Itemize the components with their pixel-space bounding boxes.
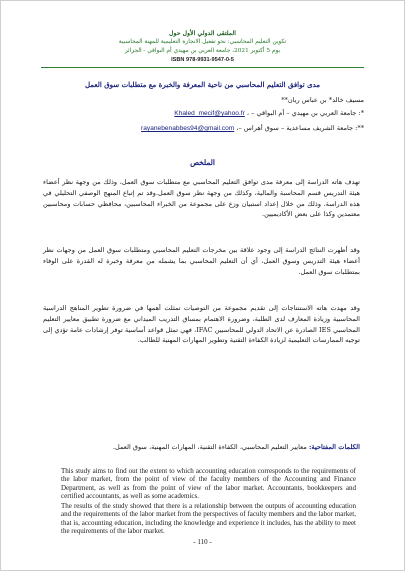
authors: مسيف خالد* بن عباس ريان** — [281, 96, 364, 104]
paper-title: مدى توافق التعليم المحاسبي من ناحية المعرفة والخبرة مع متطلبات سوق العمل — [84, 80, 321, 89]
keywords-line — [43, 442, 360, 452]
abstract-ar-paragraph-3: وقد مهدت هاته الاستنتاجات إلى تقديم مجموعة من التوصيات تمثلت أهمها في ضرورة تطوير المناهج الدراسية المحاسبية وزيادة المعارف لدى الطلبة، وضرورة الاهتمام بمساق التدريب الميداني مع ضرورة تطبيق معايير التعليم المحاسبي IES الصادرة عن الاتحاد الدولي للمحاسبين IFAC، فهي تمثل قواعد أساسية توفر إرشادات عامة تؤدي إلى توجيه الممارسات التعليمية لزيادة الكفاءة التقنية وتطوير المهارات المهنية للطالب. — [43, 304, 360, 345]
affiliation-2 — [41, 124, 364, 133]
keywords-label: الكلمات المفتاحية: — [308, 443, 360, 451]
email-link-1[interactable]: Khaled_mecif@yahoo.fr — [174, 110, 245, 117]
abstract-en-paragraph-1: This study aims to find out the extent to which accounting education corresponds to the requirements of the labor market, from the point of view of the faculty members of the Accounting and Finance Department, as well as from the point of view of the labor market. Accountants, bookkeepers and certified accountants, as well as some academics. — [61, 467, 356, 501]
abstract-en-paragraph-2: The results of the study showed that there is a relationship between the outputs of accounting education and the requirements of the labor market from the perspectives of faculty members and the labor market, that is, accounting education, including the knowledge and experience it includes, has the ability to meet the requirements of the labor market. — [61, 502, 356, 536]
conference-subtitle: تكوين التعليم المحاسبي: نحو تفعيل الانجازة التعليمية للمهنة المحاسبية — [118, 39, 287, 45]
abstract-ar-paragraph-1: تهدف هاته الدراسة إلى معرفة مدى توافق التعليم المحاسبي مع متطلبات سوق العمل، وذلك من وجهة نظر أعضاء هيئة التدريس قسم المحاسبة والمالية، وكذلك من وجهة نظر سوق العمل.وقد تم إتباع المنهج الوصفي التحليلي في هذه الدراسة. وذلك من خلال إعداد استبيان وزع على مجموعة من الخبراء المحاسبين، محافظي حسابات ومحاسبين معتمدين وكذا على بعض الأكاديميين. — [43, 178, 360, 219]
conference-title: الملتقى الدولي الأول حول — [169, 30, 236, 37]
page-number: - 110 - — [193, 538, 212, 546]
affiliation-1-text: *: جامعة العربي بن مهيدي – أم البواقي – ، — [246, 109, 364, 117]
isbn: ISBN 978-9931-9547-0-5 — [171, 57, 234, 63]
abstract-heading: الملخص — [190, 158, 215, 167]
affiliation-2-text: **: جامعة الشريف مساعدية – سوق أهراس –، — [236, 124, 364, 132]
affiliation-1 — [41, 109, 364, 118]
abstract-ar-paragraph-2: وقد أظهرت النتائج الدراسة إلى وجود علاقة بين مخرجات التعليم المحاسبي ومتطلبات سوق العمل من وجهات نظر أعضاء هيئة التدريس وسوق العمل، أي أن التعليم المحاسبي بما يشمله من معرفة وخبرة له القدرة على الوفاء بمتطلبات سوق العمل. — [43, 246, 360, 276]
conference-date-place: يوم 5 أكتوبر 2021، جامعة العربي بن مهيدي أم البواقي - الجزائر — [124, 48, 281, 54]
conference-header — [41, 29, 364, 65]
keywords-text: معايير التعليم المحاسبي، الكفاءة التقنية، المهارات المهنية، سوق العمل. — [112, 443, 307, 451]
header-divider — [41, 67, 364, 68]
email-link-2[interactable]: rayanebenabbes94@gmail.com — [141, 125, 235, 132]
